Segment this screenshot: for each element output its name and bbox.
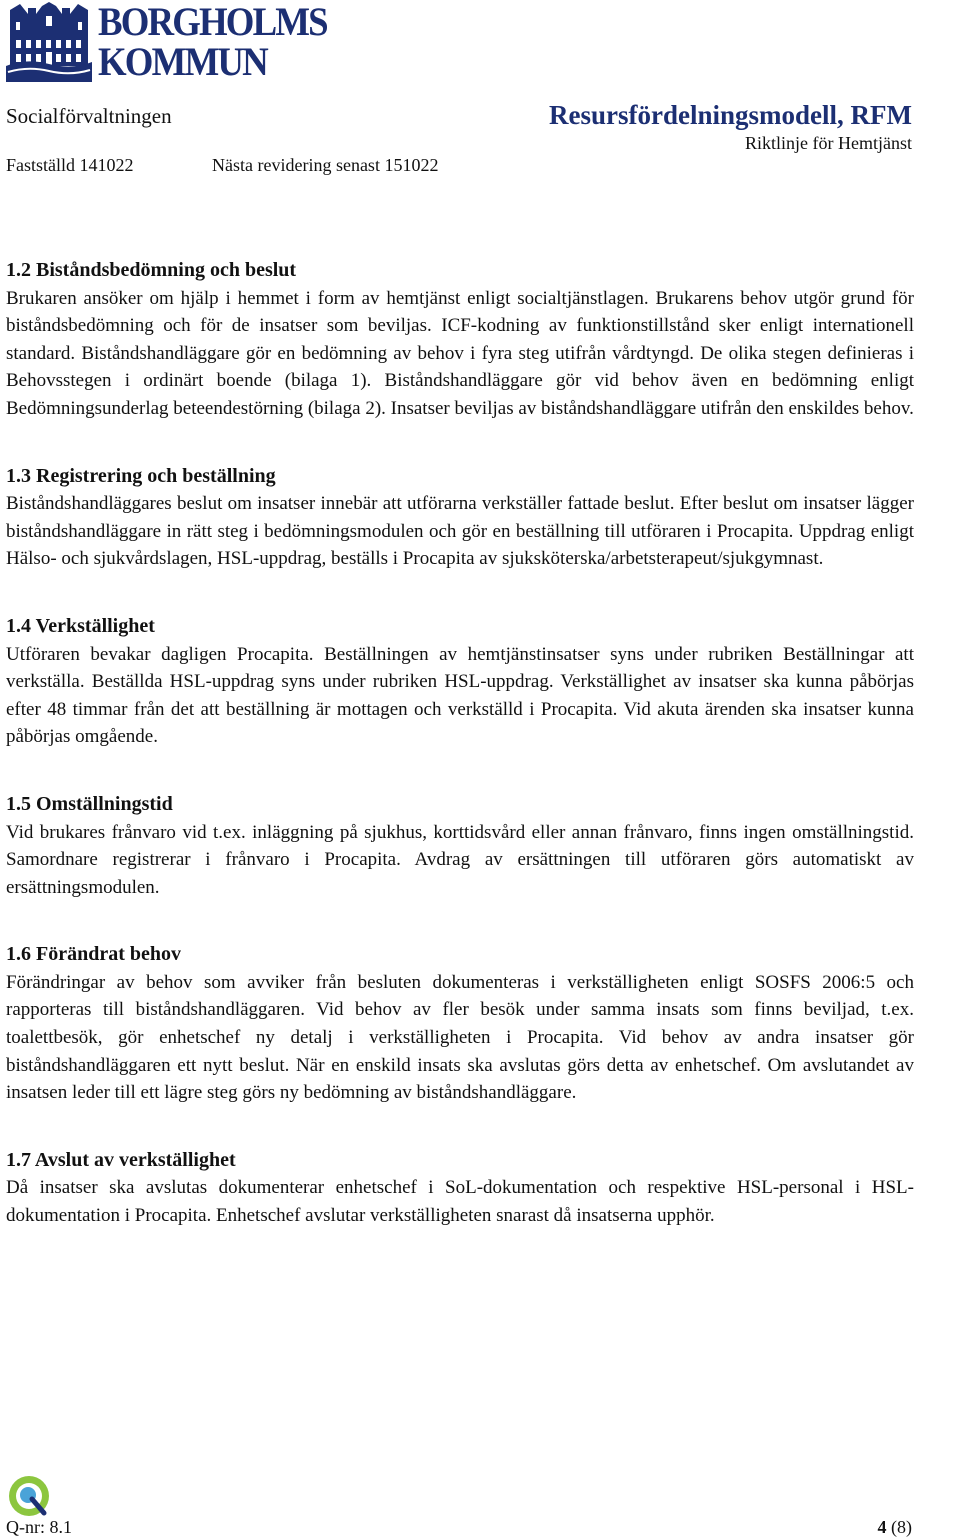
section-1-7 xyxy=(6,1147,914,1230)
established-date: Fastställd 141022 xyxy=(6,155,134,175)
section-heading: 1.4 Verkställighet xyxy=(6,614,155,637)
section-heading: 1.7 Avslut av verkställighet xyxy=(6,1148,236,1171)
section-heading: 1.2 Biståndsbedömning och beslut xyxy=(6,259,297,281)
borgholms-kommun-logo xyxy=(6,0,336,84)
logo-text-line1: BORGHOLMS xyxy=(98,0,327,44)
logo-text-line2: KOMMUN xyxy=(98,39,267,84)
section-paragraph: Förändringar av behov som avviker från besluten dokumenteras i verkställigheten enligt SOSFS 2006:5 och rapporteras till biståndshandläggaren. Vid behov av fler besök under samma insats som finns beviljad, t.ex. toalettbesök, gör enhetschef ny detalj i verkställigheten i Procapita. Vid behov av andra insatser gör biståndshandläggaren ett nytt beslut. När en enskild insats ska avslutas görs detta av enhetschef. Om avslutandet av insatsen leder till ett lägre steg görs ny bedömning av biståndshandläggare. xyxy=(6,971,914,1104)
section-1-2 xyxy=(6,257,914,423)
section-heading: 1.6 Förändrat behov xyxy=(6,943,181,966)
quality-q-icon xyxy=(6,1473,52,1519)
section-1-4 xyxy=(6,613,914,751)
page-number xyxy=(878,1518,913,1536)
department-name: Socialförvaltningen xyxy=(6,104,172,128)
document-title: Resursfördelningsmodell, RFM xyxy=(549,100,912,130)
document-subtitle: Riktlinje för Hemtjänst xyxy=(745,133,912,153)
section-1-3 xyxy=(6,463,914,573)
document-body xyxy=(6,257,914,1270)
page-current: 4 xyxy=(877,1517,887,1537)
section-paragraph: Då insatser ska avslutas dokumenterar enhetschef i SoL-dokumentation och respektive HSL-personal i HSL-dokumentation i Procapita. Enhetschef avslutar verkställigheten snarast då insatserna upphör. xyxy=(6,1177,914,1227)
next-revision-date: Nästa revidering senast 151022 xyxy=(212,155,439,175)
section-1-5 xyxy=(6,791,914,901)
section-heading: 1.3 Registrering och beställning xyxy=(6,464,276,487)
section-1-6 xyxy=(6,941,914,1107)
section-paragraph: Brukaren ansöker om hjälp i hemmet i form av hemtjänst enligt socialtjänstlagen. Brukarens behov utgör grund för biståndsbedömning och för de insatser som beviljas. ICF-kodning av funktionstillstånd sker enligt internationell standard. Biståndshandläggare gör en bedömning av behov i fyra steg utifrån vårdtyngd. De olika stegen definieras i Behovsstegen i ordinärt boende (bilaga 1). Biståndshandläggare gör vid behov även en bedömning enligt Bedömningsunderlag beteendestörning (bilaga 2). Insatser beviljas av biståndshandläggare utifrån den enskildes behov. xyxy=(6,287,914,419)
castle-emblem-icon xyxy=(6,0,92,82)
page-total: (8) xyxy=(891,1517,912,1537)
section-paragraph: Biståndshandläggares beslut om insatser innebär att utförarna verkställer fattade beslut. Efter beslut om insatser lägger biståndshandläggare in rätt steg i bedömningsmodulen och gör en beställning till utföraren i Procapita. Uppdrag enligt Hälso- och sjukvårdslagen, HSL-uppdrag, beställs i Procapita av sjuksköterska/arbetsterapeut/sjukgymnast. xyxy=(6,493,914,570)
section-paragraph: Utföraren bevakar dagligen Procapita. Beställningen av hemtjänstinsatser syns under rubriken Beställningar att verkställa. Beställda HSL-uppdrag syns under rubriken HSL-uppdrag. Verkställighet av insatser ska kunna påbörjas efter 48 timmar från det att beställning är mottagen och verkställd i Procapita. Vid akuta ärenden ska insatser kunna påbörjas omgående. xyxy=(6,643,914,748)
section-heading: 1.5 Omställningstid xyxy=(6,792,173,815)
q-number: Q-nr: 8.1 xyxy=(6,1517,72,1537)
section-paragraph: Vid brukares frånvaro vid t.ex. inläggning på sjukhus, korttidsvård eller annan frånvaro, finns ingen omställningstid. Samordnare registrerar i frånvaro i Procapita. Avdrag av ersättningen till utföraren görs automatiskt av ersättningsmodulen. xyxy=(6,821,914,898)
